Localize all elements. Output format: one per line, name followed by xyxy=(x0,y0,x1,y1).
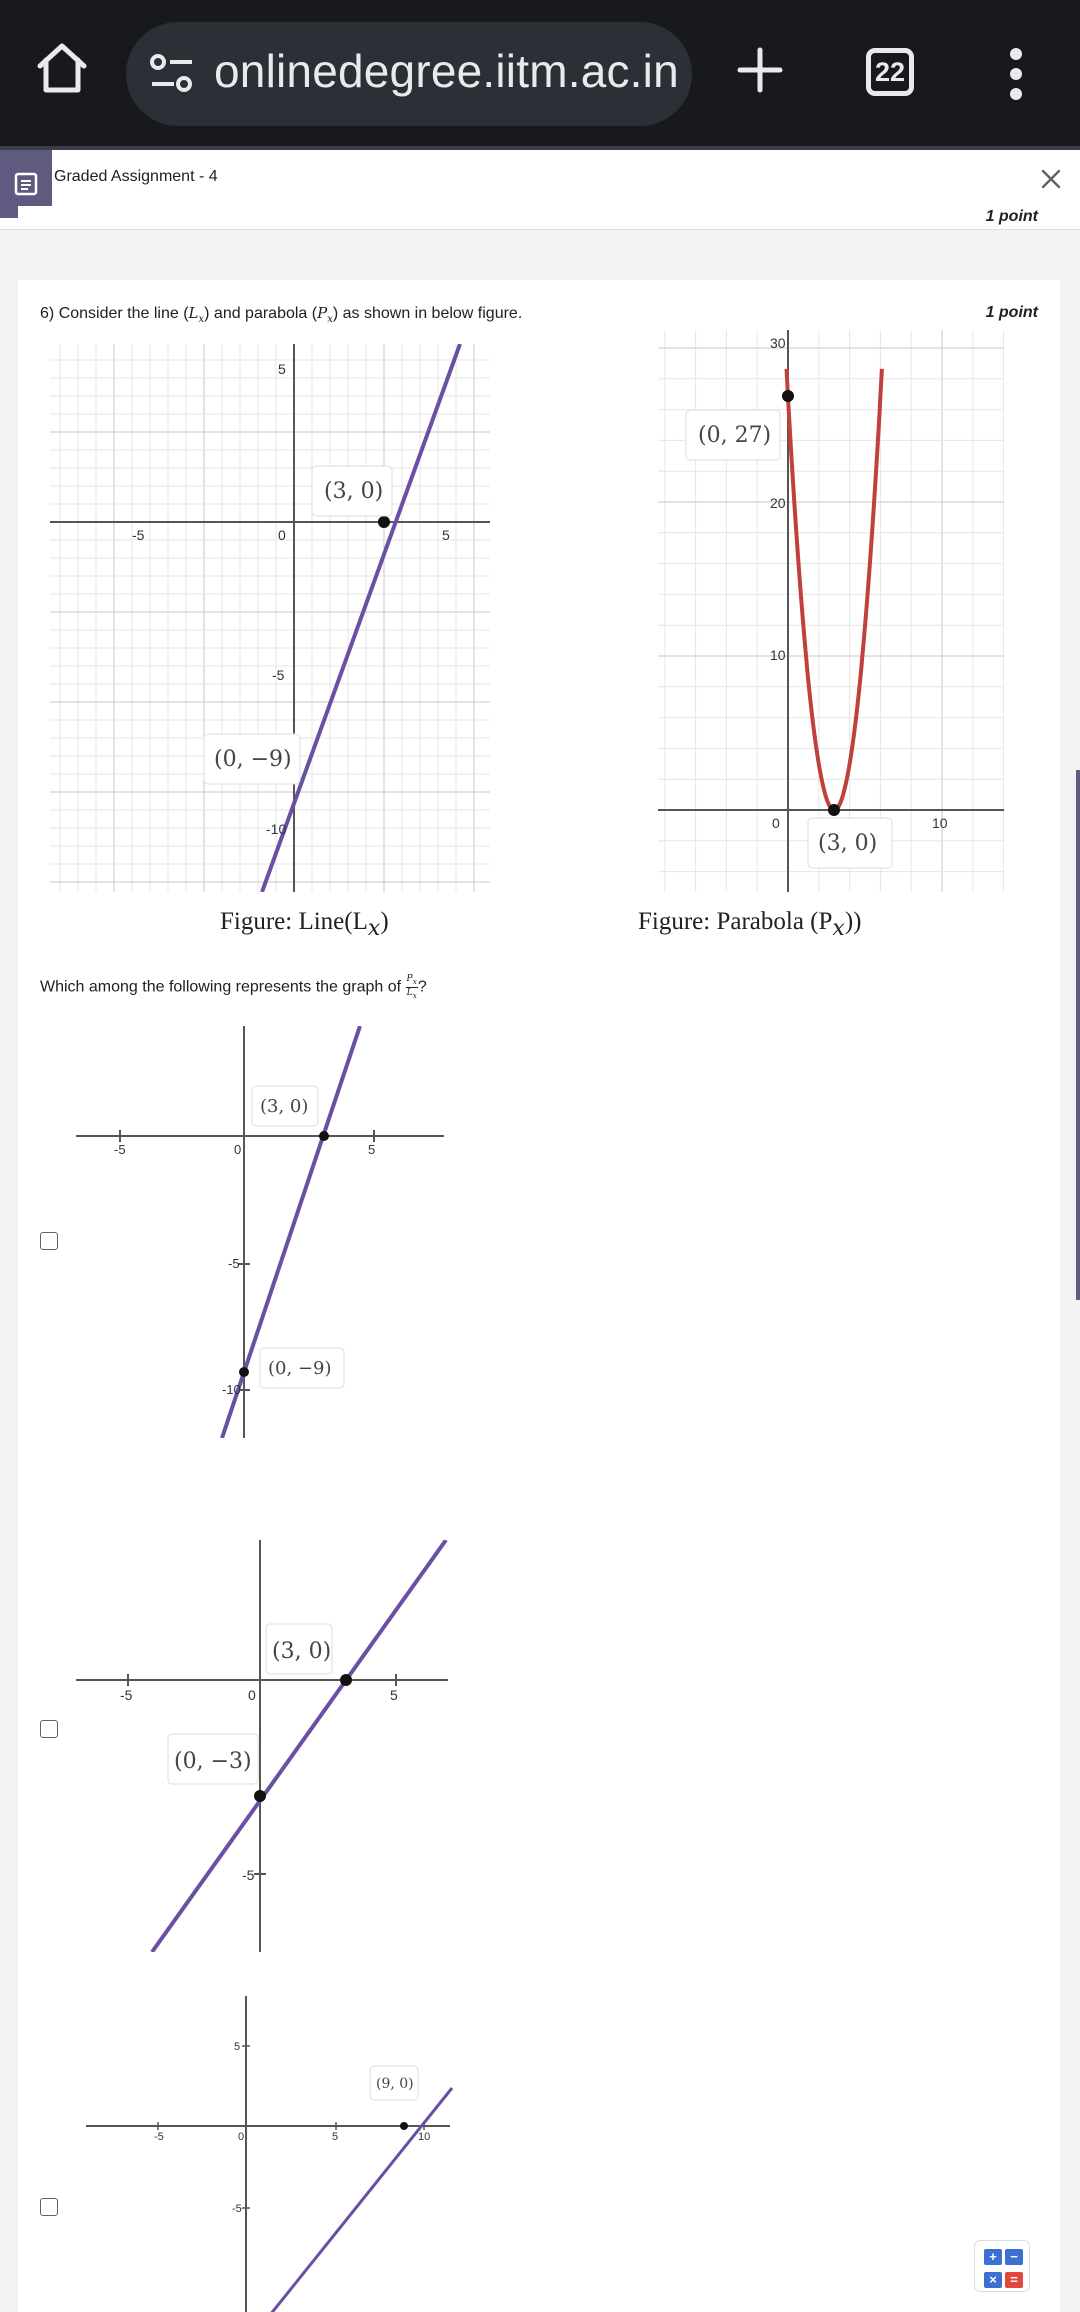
point-label: (3, 0) xyxy=(818,831,878,856)
tick-label: -10 xyxy=(266,821,287,837)
tick-label: -5 xyxy=(242,1867,255,1883)
calculator-icon[interactable]: + − × = xyxy=(974,2240,1030,2292)
points-label: 1 point xyxy=(985,208,1038,225)
point-label: (0, 27) xyxy=(698,423,772,448)
tick-label: 0 xyxy=(234,1142,242,1157)
tick-label: -5 xyxy=(228,1256,240,1271)
question-text: 6) Consider the line $(L_x)$ and parabola $(P_x)$ as shown in below figure. xyxy=(40,304,523,326)
tick-label: 0 xyxy=(772,815,780,831)
point-label: (0, −9) xyxy=(214,747,292,772)
tab-switcher-icon[interactable] xyxy=(866,48,914,96)
line-graph xyxy=(50,344,490,892)
tick-label: 0 xyxy=(238,2131,245,2143)
tick-label: 0 xyxy=(248,1687,256,1703)
tick-label: -5 xyxy=(232,2203,242,2215)
tick-label: 10 xyxy=(932,815,948,831)
point-label: (3, 0) xyxy=(260,1096,309,1117)
address-bar[interactable] xyxy=(126,22,692,126)
option-2-checkbox[interactable] xyxy=(40,1720,58,1738)
tick-label: -5 xyxy=(272,667,285,683)
home-icon[interactable] xyxy=(34,40,90,96)
tick-label: -5 xyxy=(154,2131,164,2143)
question-card xyxy=(18,280,1060,2312)
tick-label: 5 xyxy=(390,1687,398,1703)
figure-caption: Figure: Parabola $(P_x)$) xyxy=(638,908,862,941)
tick-label: 5 xyxy=(278,361,286,377)
close-icon[interactable] xyxy=(1036,164,1066,194)
tick-label: 30 xyxy=(770,335,786,351)
more-vert-icon[interactable] xyxy=(1004,46,1028,102)
fraction: $\frac{P_x}{L_x}$ xyxy=(406,974,417,1000)
tick-label: 5 xyxy=(368,1142,376,1157)
page-title: Graded Assignment - 4 xyxy=(54,168,218,185)
previous-question-card xyxy=(18,206,1060,228)
option-2-graph[interactable] xyxy=(76,1540,466,1952)
tick-label: 20 xyxy=(770,495,786,511)
tab-count: 22 xyxy=(874,56,906,87)
option-1-graph[interactable] xyxy=(76,1026,466,1438)
tick-label: 5 xyxy=(332,2131,339,2143)
point-label: (0, −9) xyxy=(268,1358,332,1379)
tick-label: 10 xyxy=(770,647,786,663)
tick-label: 0 xyxy=(278,527,286,543)
parabola-graph xyxy=(658,330,1004,892)
point-label: (3, 0) xyxy=(324,479,384,504)
tick-label: 5 xyxy=(442,527,450,543)
point-label: (0, −3) xyxy=(174,1749,252,1774)
scroll-indicator[interactable] xyxy=(1076,770,1080,1300)
option-3-checkbox[interactable] xyxy=(40,2198,58,2216)
tune-icon[interactable] xyxy=(148,52,196,96)
tick-label: 5 xyxy=(234,2041,241,2053)
point-label: (9, 0) xyxy=(376,2076,414,2092)
option-3-graph[interactable] xyxy=(76,1996,476,2312)
tick-label: -5 xyxy=(132,527,145,543)
question-prompt: Which among the following represents the graph of $\frac{P_x}{L_x}$ ? xyxy=(40,974,427,1000)
browser-toolbar xyxy=(0,0,1080,148)
plus-icon[interactable] xyxy=(734,44,786,96)
url-text[interactable]: onlinedegree.iitm.ac.in xyxy=(214,45,679,97)
points-label: 1 point xyxy=(985,304,1038,321)
tick-label: -10 xyxy=(222,1382,241,1397)
figure-caption: Figure: $Line(L_x)$ xyxy=(220,908,389,941)
tick-label: 10 xyxy=(418,2131,431,2143)
tick-label: -5 xyxy=(120,1687,133,1703)
option-1-checkbox[interactable] xyxy=(40,1232,58,1250)
tick-label: -5 xyxy=(114,1142,126,1157)
point-label: (3, 0) xyxy=(272,1639,332,1664)
